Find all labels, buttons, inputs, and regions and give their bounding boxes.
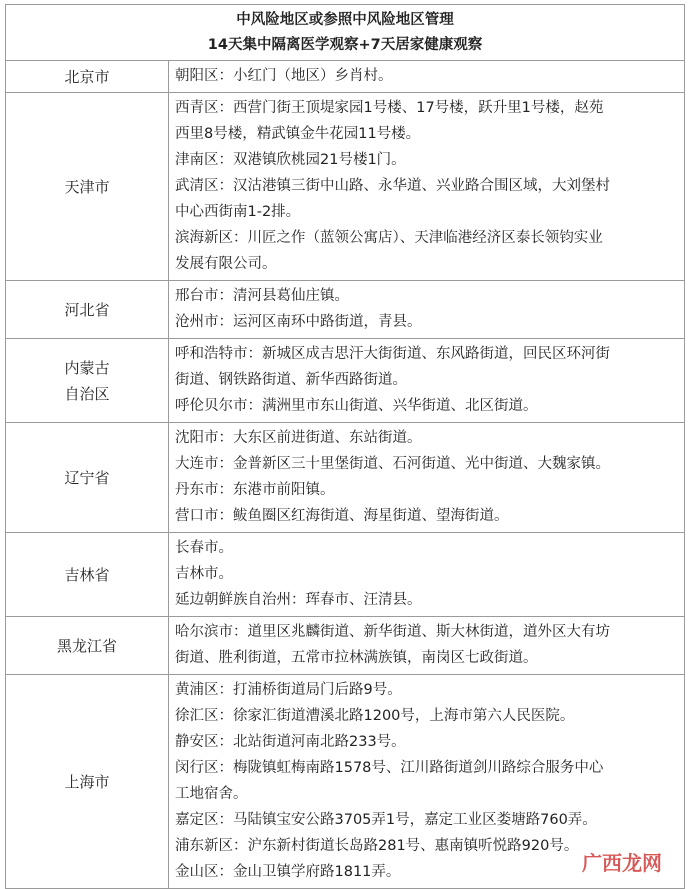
area-entry: 徐汇区：徐家汇街道漕溪北路1200号，上海市第六人民医院。 <box>175 708 575 724</box>
region-name-cell <box>6 533 169 617</box>
site-watermark: 广西龙网 <box>582 851 662 875</box>
region-name: 天津市 <box>64 177 110 196</box>
region-name-cell <box>6 617 169 675</box>
area-entry: 丹东市：东港市前阳镇。 <box>175 482 335 498</box>
table-row <box>6 533 685 617</box>
area-entry: 大连市：金普新区三十里堡街道、石河街道、光中街道、大魏家镇。 <box>175 456 610 472</box>
area-list-cell <box>169 617 685 675</box>
area-entry: 津南区：双港镇欣桃园21号楼1门。 <box>175 152 406 168</box>
region-name-cell <box>6 675 169 889</box>
area-entry: 哈尔滨市：道里区兆麟街道、新华街道、斯大林街道，道外区大有坊 街道、胜利街道，五常市拉林满族镇，南岗区七政街道。 <box>175 624 610 666</box>
area-entry: 朝阳区：小红门（地区）乡肖村。 <box>175 68 393 84</box>
area-entry: 武清区：汉沽港镇三街中山路、永华道、兴业路合围区域，大刘堡村 中心西街南1-2排。 <box>175 178 610 220</box>
area-entry: 滨海新区：川匠之作（蓝领公寓店）、天津临港经济区泰长领钧实业 发展有限公司。 <box>175 230 603 272</box>
header-title-line2: 14天集中隔离医学观察+7天居家健康观察 <box>207 37 483 53</box>
header-title-line1: 中风险地区或参照中风险地区管理 <box>236 12 454 28</box>
area-entry: 延边朝鲜族自治州：珲春市、汪清县。 <box>175 592 422 608</box>
table-row <box>6 61 685 93</box>
area-entry: 静安区：北站街道河南北路233号。 <box>175 734 406 750</box>
region-name: 黑龙江省 <box>56 636 117 655</box>
area-entry: 金山区：金山卫镇学府路1811弄。 <box>175 864 401 880</box>
table-row <box>6 93 685 281</box>
region-name-cell <box>6 61 169 93</box>
region-name-cell <box>6 339 169 423</box>
area-list-cell <box>169 339 685 423</box>
area-entry: 营口市：鲅鱼圈区红海街道、海星街道、望海街道。 <box>175 508 509 524</box>
area-list-cell <box>169 93 685 281</box>
area-list-cell <box>169 533 685 617</box>
area-entry: 邢台市：清河县葛仙庄镇。 <box>175 288 349 304</box>
region-name-cell <box>6 423 169 533</box>
area-entry: 西青区：西营门街王顶堤家园1号楼、17号楼，跃升里1号楼，赵苑 西里8号楼，精武镇金牛花园11号楼。 <box>175 100 604 142</box>
area-list-cell <box>169 423 685 533</box>
region-name: 吉林省 <box>64 565 110 584</box>
table-header-row <box>6 5 685 61</box>
area-entry: 黄浦区：打浦桥街道局门后路9号。 <box>175 682 402 698</box>
table-header-cell <box>6 5 685 61</box>
risk-area-table <box>5 4 685 889</box>
area-entry: 呼和浩特市：新城区成吉思汗大街街道、东风路街道，回民区环河街 街道、钢铁路街道、新华西路街道。 <box>175 346 610 388</box>
table-row <box>6 423 685 533</box>
region-name: 河北省 <box>64 300 110 319</box>
region-name-cell <box>6 281 169 339</box>
area-entry: 沧州市：运河区南环中路街道，青县。 <box>175 314 422 330</box>
table-row <box>6 339 685 423</box>
region-name: 北京市 <box>64 67 110 86</box>
risk-area-table-body <box>6 5 685 889</box>
area-entry: 长春市。 <box>175 540 233 556</box>
area-entry: 吉林市。 <box>175 566 233 582</box>
area-entry: 嘉定区：马陆镇宝安公路3705弄1号，嘉定工业区娄塘路760弄。 <box>175 812 597 828</box>
table-row <box>6 617 685 675</box>
region-name: 内蒙古 自治区 <box>64 358 110 403</box>
region-name-cell <box>6 93 169 281</box>
area-list-cell <box>169 281 685 339</box>
area-list-cell <box>169 61 685 93</box>
region-name: 辽宁省 <box>64 468 110 487</box>
table-row <box>6 281 685 339</box>
region-name: 上海市 <box>64 772 110 791</box>
area-entry: 沈阳市：大东区前进街道、东站街道。 <box>175 430 422 446</box>
area-entry: 闵行区：梅陇镇虹梅南路1578号、江川路街道剑川路综合服务中心 工地宿舍。 <box>175 760 604 802</box>
area-entry: 浦东新区：沪东新村街道长岛路281号、惠南镇听悦路920号。 <box>175 838 579 854</box>
area-entry: 呼伦贝尔市：满洲里市东山街道、兴华街道、北区街道。 <box>175 398 538 414</box>
